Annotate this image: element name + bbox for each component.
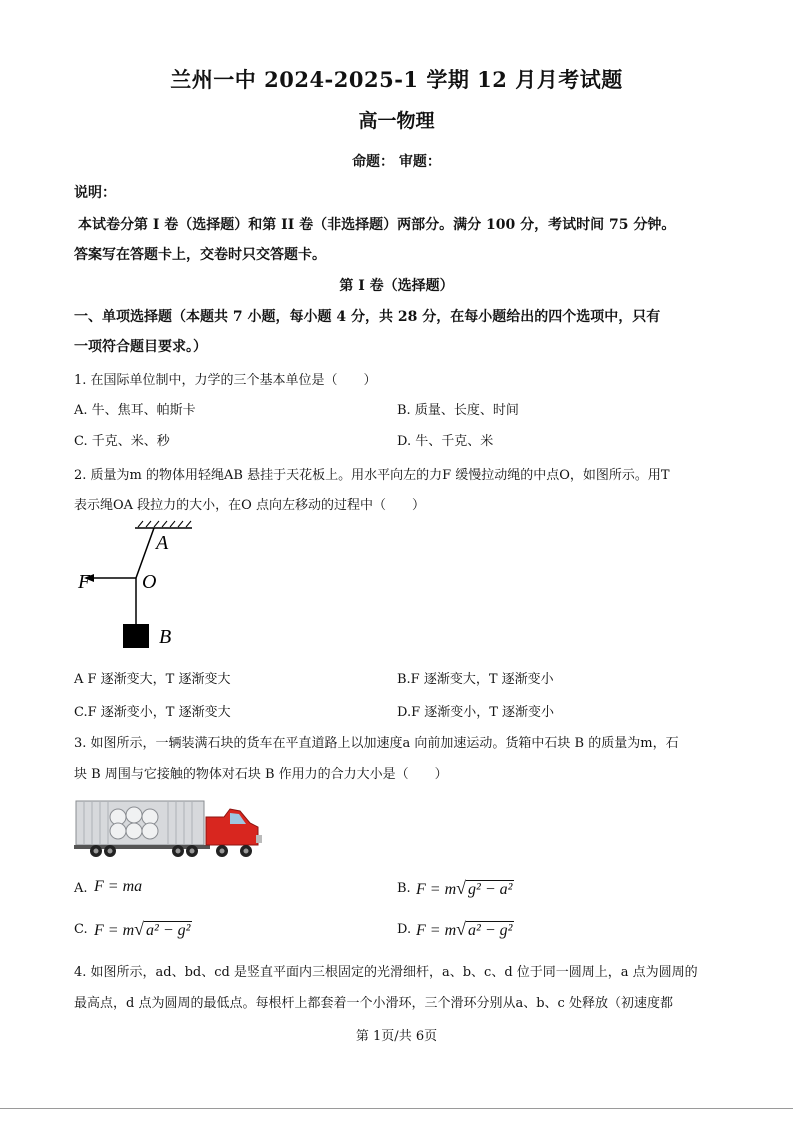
q1-option-d: D. 牛、千克、米 [397, 434, 494, 449]
truck-illustration [74, 797, 264, 861]
q2-option-a: A F 逐渐变大，T 逐渐变大 [74, 672, 231, 687]
q1-option-c: C. 千克、米、秒 [74, 434, 170, 449]
label-b: B [159, 626, 172, 648]
q1-option-b: B. 质量、长度、时间 [397, 403, 519, 418]
intro-line-1: 本试卷分第 I 卷（选择题）和第 II 卷（非选择题）两部分。满分 100 分，考试时间 75 分钟。 [78, 217, 676, 233]
section-heading-line-1: 一、单项选择题（本题共 7 小题，每小题 4 分，共 28 分，在每小题给出的四个选项中，只有 [74, 309, 661, 325]
part-title: 第 I 卷（选择题） [339, 278, 454, 294]
stones-icon [110, 807, 158, 839]
q3-option-b-label: B. [397, 881, 411, 896]
q3-option-c-formula: F = m√ a² − g² [94, 919, 191, 939]
label-o: O [142, 571, 157, 593]
q3-option-d-label: D. [397, 922, 412, 937]
exam-title: 兰州一中 2024-2025-1 学期 12 月月考试题 [170, 67, 623, 92]
cargo-container [76, 801, 204, 845]
q3-option-c-label: C. [74, 922, 88, 937]
subject-title: 高一物理 [358, 110, 435, 132]
q2-option-c: C.F 逐渐变小，T 逐渐变大 [74, 705, 231, 720]
label-a: A [156, 532, 169, 554]
intro-heading: 说明： [74, 185, 116, 201]
block-b [123, 624, 149, 648]
q3-option-a-formula: F = ma [94, 878, 143, 895]
q4-stem-line-1: 4. 如图所示，ad、bd、cd 是竖直平面内三根固定的光滑细杆，a、b、c、d 位于同一圆周上，a 点为圆周的 [74, 965, 698, 980]
q3-stem-line-2: 块 B 周围与它接触的物体对石块 B 作用力的合力大小是（ ） [74, 767, 448, 782]
q3-option-d-formula: F = m√ a² − g² [416, 919, 513, 939]
q2-option-d: D.F 逐渐变小，T 逐渐变小 [397, 705, 555, 720]
authors-line: 命题： 审题： [352, 154, 441, 170]
label-f: F [78, 571, 91, 593]
q1-stem: 1. 在国际单位制中，力学的三个基本单位是（ ） [74, 373, 377, 388]
page-number: 第 1页/共 6页 [355, 1029, 438, 1044]
q2-option-b: B.F 逐渐变大，T 逐渐变小 [397, 672, 554, 687]
q2-stem-line-1: 2. 质量为m 的物体用轻绳AB 悬挂于天花板上。用水平向左的力F 缓慢拉动绳的中点O，如图所示。用T [74, 468, 670, 483]
q2-rope-diagram [70, 518, 200, 654]
q2-stem-line-2: 表示绳OA 段拉力的大小，在O 点向左移动的过程中（ ） [74, 498, 425, 513]
q1-option-a: A. 牛、焦耳、帕斯卡 [74, 403, 196, 418]
intro-line-2: 答案写在答题卡上，交卷时只交答题卡。 [74, 247, 326, 263]
q4-stem-line-2: 最高点，d 点为圆周的最低点。每根杆上都套着一个小滑环，三个滑环分别从a、b、c 处释放（初速度都 [74, 996, 673, 1011]
ceiling-icon [135, 521, 192, 528]
section-heading-line-2: 一项符合题目要求。） [74, 339, 207, 355]
q3-option-b-formula: F = m√ g² − a² [416, 878, 513, 898]
page-bottom-divider [0, 1108, 793, 1109]
q3-option-a-label: A. [74, 881, 88, 896]
q3-stem-line-1: 3. 如图所示，一辆装满石块的货车在平直道路上以加速度a 向前加速运动。货箱中石块 B 的质量为m，石 [74, 736, 679, 751]
